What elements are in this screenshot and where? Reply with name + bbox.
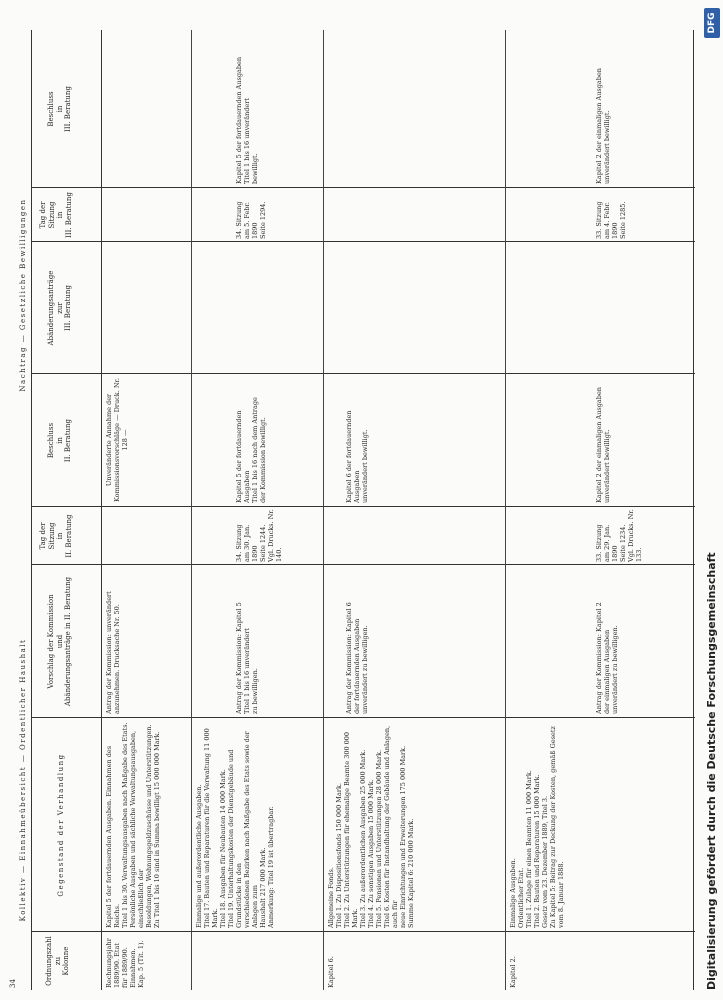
header-top-rule [31, 30, 32, 990]
entry-separator [505, 30, 506, 990]
page-number: 34 [9, 979, 17, 988]
entry-beschluss-3: Kapitel 2 der einmaligen Ausgaben unverändert bewilligt. [595, 68, 611, 184]
entry-separator [191, 30, 192, 990]
header-bottom-rule [101, 30, 102, 990]
column-rule [31, 241, 695, 242]
entry-ordnungszahl: Kapitel 2. [509, 956, 517, 988]
dfg-watermark-strip [701, 0, 723, 1000]
entry-gegenstand: Einmalige und außerordentliche Ausgaben. Titel 17. Bauten und Reparaturen für die Verwaltung 11 000 Mark. Titel 18. Ausgaben für Neubauten 14 000 Mark. Titel 19. Unterhaltungskosten der Dienstgebäude und Grundstücke in den verschiedenen Bezirken nach Maßgabe des Etats sowie der Anlagen zum Haushalt 217 000 Mark. Anmerkung: Titel 19 ist übertragbar. [195, 728, 275, 928]
header-gegenstand: Gegenstand der Verhandlung [57, 753, 65, 897]
entry-vorschlag: Antrag der Kommission: unverändert anzunehmen. Drucksache Nr. 50. [105, 591, 121, 714]
entry-beschluss-2: Kapitel 5 der fortdauernden Ausgaben Titel 1 bis 16 nach dem Antrage der Kommission bewilligt. [235, 397, 267, 503]
entry-sitzung-2: 34. Sitzung am 30. Jan. 1890 Seite 1244. Vgl. Drucks. Nr. 140. [235, 509, 283, 562]
dfg-logo [704, 8, 720, 38]
entry-sitzung-2: 33. Sitzung am 29. Jan. 1890 Seite 1234. Vgl. Drucks. Nr. 133. [595, 509, 643, 562]
entry-beschluss-2: Unveränderte Annahme der Kommissionsvorschläge — Druck. Nr. 128 — [105, 375, 129, 502]
entry-beschluss-2: Kapitel 2 der einmaligen Ausgaben unverändert bewilligt. [595, 387, 611, 503]
running-head-right: Nachtrag — Gesetzliche Bewilligungen [19, 198, 27, 392]
header-sitzung-2: Tag der Sitzung in II. Beratung [39, 514, 73, 558]
column-rule [31, 373, 695, 374]
header-vorschlag: Vorschlag der Kommission und Abänderungsanträge in II. Beratung [47, 576, 73, 707]
header-ordnungszahl: Ordnungszahl zu Kolonne [45, 936, 71, 986]
entry-gegenstand: Allgemeine Fonds. Titel 1. Zu Dispositionsfonds 150 000 Mark. Titel 2. Zu Unterstützungen für ehemalige Beamte 300 000 Mark. Titel 3. Zu außerordentlichen Ausgaben 25 000 Mark. Titel 4. Zu sonstigen Ausgaben 15 000 Mark. Titel 5. Pensionen und Unterstützungen 28 000 Mark. Titel 6. Kosten für Instandhaltung der Gebäude und Anlagen, auch für neue Einrichtungen und Erweiterungen 175 000 Mark. Summe Kapitel 6: 210 000 Mark. [327, 725, 415, 928]
column-rule [31, 564, 695, 565]
header-sitzung-3: Tag der Sitzung in III. Beratung [39, 192, 73, 238]
entry-gegenstand: Einmalige Ausgaben. Ordentlicher Etat. Titel 1. Zulage für einen Beamten 11 000 Mark. Titel 2. Bauten und Reparaturen 15 000 Mark. Gesetz vom 23. Dezember 1889, Titel 3. Zu Kapitel 5: Beitrag zur Deckung der Kosten, gemäß Gesetz vom 8. Januar 1888. [509, 726, 565, 928]
header-antraege-3: Abänderungsanträge zur III. Beratung [47, 270, 73, 346]
entry-vorschlag: Antrag der Kommission: Kapitel 6 der fortdauernden Ausgaben unverändert zu bewilligen. [345, 602, 369, 714]
entry-sitzung-3: 34. Sitzung am 5. Febr. 1890 Seite 1294. [235, 201, 267, 239]
entry-vorschlag: Antrag der Kommission: Kapitel 5 Titel 1 bis 16 unverändert zu bewilligen. [235, 602, 259, 714]
entry-ordnungszahl: Rechnungsjahr 1889/90. Etat für 1889/90. Einnahmen. Kap. 5 (Tit. 1). [105, 936, 145, 988]
entry-vorschlag: Antrag der Kommission: Kapitel 2 der einmaligen Ausgaben unverändert zu bewilligen. [595, 602, 619, 714]
entry-sitzung-3: 33. Sitzung am 4. Febr. 1890 Seite 1285. [595, 201, 627, 239]
column-rule [31, 187, 695, 188]
dfg-logo-text: DFG [707, 12, 717, 34]
column-rule [31, 717, 695, 718]
entry-beschluss-2: Kapitel 6 der fortdauernden Ausgaben unverändert bewilligt. [345, 410, 369, 503]
header-beschluss-2: Beschluss in II. Beratung [47, 418, 73, 463]
header-beschluss-3: Beschluss in III. Beratung [47, 86, 73, 132]
column-rule [31, 506, 695, 507]
entry-beschluss-3: Kapitel 5 der fortdauernden Ausgaben Titel 1 bis 16 unverändert bewilligt. [235, 56, 259, 184]
rotated-table-sheet [5, 30, 695, 990]
dfg-funding-note: Digitalisierung gefördert durch die Deutsche Forschungsgemeinschaft [705, 552, 718, 990]
running-head-left: Kollektiv — Einnahmeübersicht — Ordentlicher Haushalt [19, 638, 27, 922]
entry-gegenstand: Kapitel 5 der fortdauernden Ausgaben. Einnahmen des Reichs. Titel 1 bis 30. Verwaltungsausgaben nach Maßgabe des Etats. Persönliche Ausgaben und sächliche Verwaltungsausgaben, einschließlich der Besoldungen, Wohnungsgeldzuschüsse und Unterstützungen. Zu Titel 1 bis 10 sind in Summa bewilligt 15 000 000 Mark. [105, 722, 161, 928]
column-rule [31, 931, 695, 932]
entry-ordnungszahl: Kapitel 6. [327, 956, 335, 988]
table-bottom-rule [693, 30, 694, 990]
entry-separator [323, 30, 324, 990]
